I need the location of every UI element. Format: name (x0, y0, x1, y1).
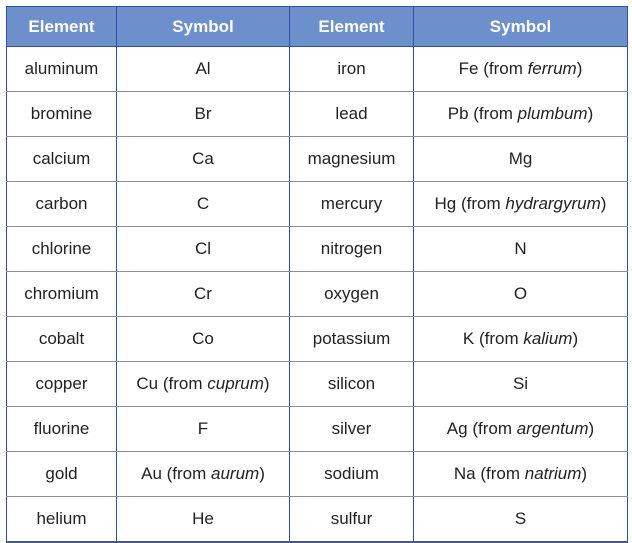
table-header-row (7, 7, 628, 47)
table-row (7, 317, 628, 362)
element-symbol: N (514, 239, 527, 258)
header-symbol-left: Symbol (117, 7, 290, 47)
latin-origin-suffix: ) (588, 419, 595, 438)
element-name-left: cobalt (7, 317, 117, 362)
table-row (7, 497, 628, 543)
element-symbol-left (117, 92, 290, 137)
element-symbol-right (414, 497, 628, 543)
latin-origin-prefix: (from (456, 194, 506, 213)
table-row (7, 182, 628, 227)
element-symbol-left (117, 362, 290, 407)
element-symbol-left (117, 182, 290, 227)
element-symbol: Mg (508, 149, 533, 168)
element-name-right: iron (290, 47, 414, 92)
element-name-right: silver (290, 407, 414, 452)
table-row (7, 92, 628, 137)
latin-origin-name: ferrum (527, 59, 577, 78)
latin-origin-name: natrium (524, 464, 582, 483)
table-row (7, 452, 628, 497)
element-name-right: nitrogen (290, 227, 414, 272)
element-symbol-right (414, 407, 628, 452)
element-name-left: bromine (7, 92, 117, 137)
latin-origin-suffix: ) (587, 104, 594, 123)
latin-origin-name: kalium (523, 329, 573, 348)
element-symbol: C (196, 194, 210, 213)
element-name-right: sodium (290, 452, 414, 497)
element-symbol: Cr (194, 284, 212, 303)
element-symbol: Br (194, 104, 212, 123)
latin-origin-prefix: (from (475, 464, 525, 483)
element-name-left: carbon (7, 182, 117, 227)
header-element-right: Element (290, 7, 414, 47)
latin-origin-suffix: ) (572, 329, 579, 348)
element-name-left: chromium (7, 272, 117, 317)
element-symbol-right (414, 362, 628, 407)
element-symbol: Cu (136, 374, 159, 393)
element-symbol-right (414, 452, 628, 497)
element-symbol: O (513, 284, 528, 303)
latin-origin-prefix: (from (474, 329, 524, 348)
element-name-right: magnesium (290, 137, 414, 182)
element-symbol-left (117, 317, 290, 362)
element-symbol: Ca (192, 149, 214, 168)
latin-origin-prefix: (from (161, 464, 212, 483)
element-symbol-left (117, 407, 290, 452)
element-name-right: lead (290, 92, 414, 137)
element-name-left: copper (7, 362, 117, 407)
element-name-right: oxygen (290, 272, 414, 317)
latin-origin-prefix: (from (158, 374, 208, 393)
element-name-right: sulfur (290, 497, 414, 543)
latin-origin-suffix: ) (600, 194, 607, 213)
element-symbol: F (197, 419, 209, 438)
element-symbol-right (414, 317, 628, 362)
element-name-left: calcium (7, 137, 117, 182)
element-symbol-left (117, 497, 290, 543)
element-symbol-right (414, 182, 628, 227)
latin-origin-suffix: ) (263, 374, 270, 393)
element-symbol: Au (141, 464, 162, 483)
table-row (7, 362, 628, 407)
table-row (7, 272, 628, 317)
element-symbol-left (117, 137, 290, 182)
latin-origin-suffix: ) (259, 464, 265, 483)
table-body (7, 47, 628, 543)
element-symbol-right (414, 272, 628, 317)
element-symbol: Hg (434, 194, 457, 213)
element-name-right: mercury (290, 182, 414, 227)
element-symbol: Na (453, 464, 476, 483)
element-symbol: Fe (458, 59, 479, 78)
element-symbol-left (117, 47, 290, 92)
latin-origin-name: argentum (516, 419, 589, 438)
element-name-left: fluorine (7, 407, 117, 452)
latin-origin-name: aurum (211, 464, 260, 483)
element-name-left: chlorine (7, 227, 117, 272)
table-row (7, 137, 628, 182)
header-element-left: Element (7, 7, 117, 47)
latin-origin-suffix: ) (576, 59, 583, 78)
element-symbol: K (462, 329, 475, 348)
latin-origin-prefix: (from (478, 59, 528, 78)
element-symbol-left (117, 452, 290, 497)
element-symbol-left (117, 272, 290, 317)
latin-origin-name: cuprum (207, 374, 264, 393)
element-symbol: He (192, 509, 214, 528)
element-symbol-table (6, 6, 628, 543)
element-name-left: aluminum (7, 47, 117, 92)
element-symbol-right (414, 92, 628, 137)
element-name-right: potassium (290, 317, 414, 362)
element-symbol: Si (512, 374, 529, 393)
element-name-left: gold (7, 452, 117, 497)
element-symbol: Co (192, 329, 214, 348)
element-symbol: Ag (446, 419, 468, 438)
element-symbol: Cl (194, 239, 212, 258)
table-row (7, 47, 628, 92)
element-symbol-left (117, 227, 290, 272)
element-symbol: S (514, 509, 527, 528)
latin-origin-name: hydrargyrum (505, 194, 601, 213)
element-symbol-right (414, 137, 628, 182)
element-name-left: helium (7, 497, 117, 543)
latin-origin-suffix: ) (581, 464, 588, 483)
header-symbol-right: Symbol (414, 7, 628, 47)
latin-origin-prefix: (from (467, 419, 517, 438)
element-symbol: Al (195, 59, 211, 78)
table-row (7, 227, 628, 272)
element-name-right: silicon (290, 362, 414, 407)
element-symbol-right (414, 227, 628, 272)
element-symbol: Pb (447, 104, 469, 123)
element-symbol-right (414, 47, 628, 92)
latin-origin-prefix: (from (468, 104, 518, 123)
table-row (7, 407, 628, 452)
latin-origin-name: plumbum (517, 104, 588, 123)
